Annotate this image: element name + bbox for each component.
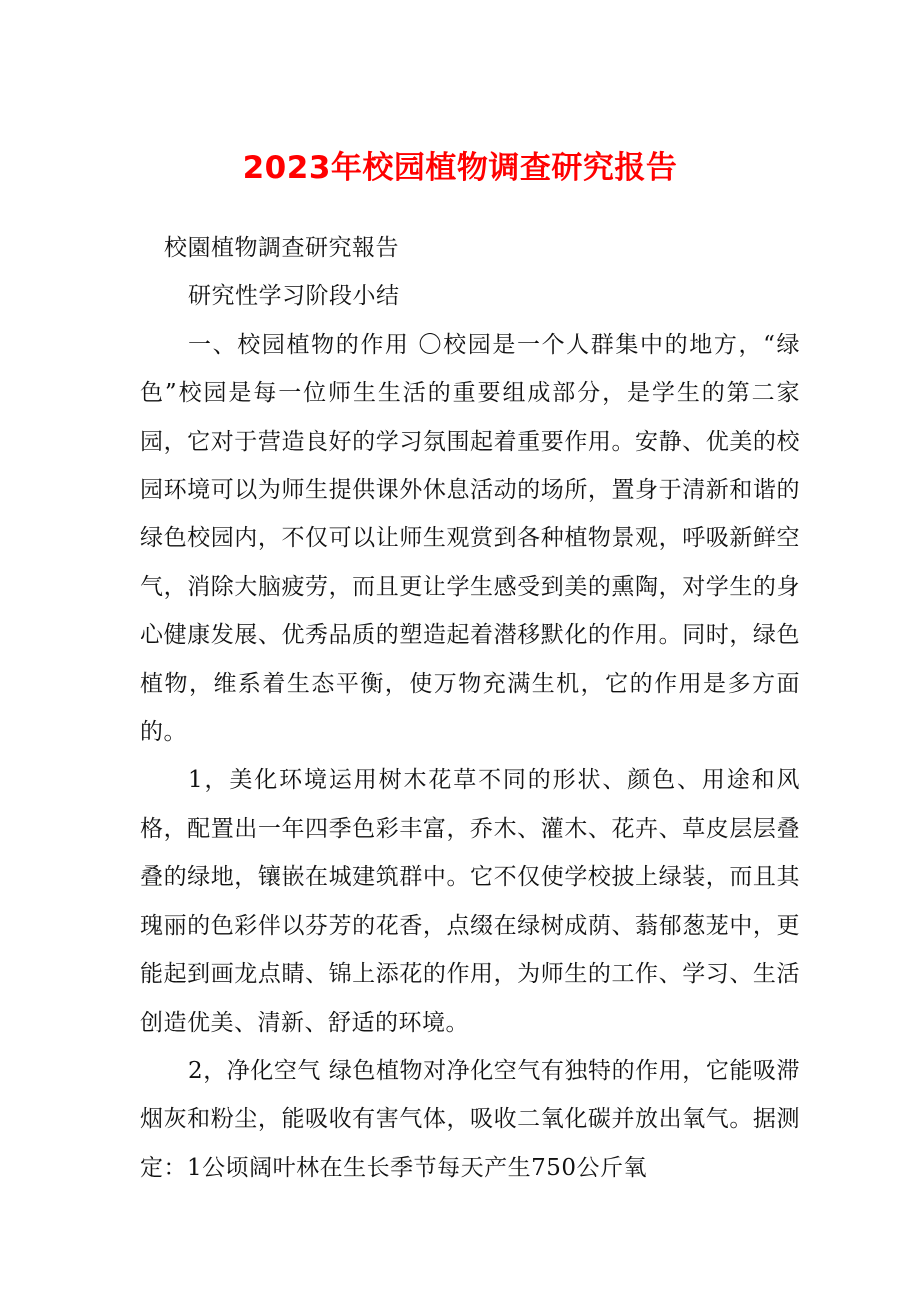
subtitle-stage-summary: 研究性学习阶段小结: [188, 283, 400, 310]
document-body: [140, 224, 800, 1192]
paragraph-beautify-environment: 1，美化环境运用树木花草不同的形状、颜色、用途和风格，配置出一年四季色彩丰富，乔木、灌木、花卉、草皮层层叠叠的绿地，镶嵌在城建筑群中。它不仅使学校披上绿装，而且其瑰丽的色彩伴以芬芳的花香，点缀在绿树成荫、蓊郁葱茏中，更能起到画龙点睛、锦上添花的作用，为师生的工作、学习、生活创造优美、清新、舒适的环境。: [140, 767, 800, 1036]
subtitle-traditional: 校園植物調查研究報告: [164, 235, 399, 261]
paragraph-role-of-plants: 一、校园植物的作用 〇校园是一个人群集中的地方，“绿色”校园是每一位师生生活的重要组成部分，是学生的第二家园，它对于营造良好的学习氛围起着重要作用。安静、优美的校园环境可以为师生提供课外休息活动的场所，置身于清新和谐的绿色校园内，不仅可以让师生观赏到各种植物景观，呼吸新鲜空气，消除大脑疲劳，而且更让学生感受到美的熏陶，对学生的身心健康发展、优秀品质的塑造起着潜移默化的作用。同时，绿色植物，维系着生态平衡，使万物充满生机，它的作用是多方面的。: [140, 331, 800, 746]
document-title: 2023年校园植物调查研究报告: [242, 150, 678, 186]
paragraph-purify-air: 2，净化空气 绿色植物对净化空气有独特的作用，它能吸滞烟灰和粉尘，能吸收有害气体，吸收二氧化碳并放出氧气。据测定：1公顷阔叶林在生长季节每天产生750公斤氧: [140, 1057, 800, 1181]
